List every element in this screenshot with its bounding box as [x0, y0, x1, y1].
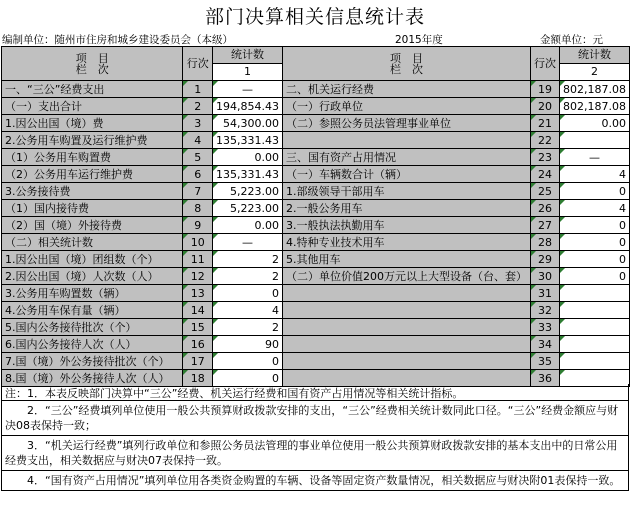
left-value: —: [213, 81, 283, 98]
right-label: [283, 285, 531, 302]
left-label: （一）支出合计: [2, 98, 183, 115]
table-row: [2, 285, 630, 302]
note-3: 3．“机关运行经费”填列行政单位和参照公务员法管理的事业单位使用一般公共预算财政拨款安排的基本支出中的日常公用经费支出，相关数据应与财决07表保持一致。: [1, 436, 629, 471]
left-value: 0.00: [213, 149, 283, 166]
right-value: 0: [560, 234, 630, 251]
table-row: [2, 200, 630, 217]
left-value: 0.00: [213, 217, 283, 234]
left-label: 7.国（境）外公务接待批次（个）: [2, 353, 183, 370]
right-label: （一）行政单位: [283, 98, 531, 115]
page-title: 部门决算相关信息统计表: [204, 6, 425, 28]
table-row: [2, 149, 630, 166]
left-value: 135,331.43: [213, 166, 283, 183]
right-value: 802,187.08: [560, 81, 630, 98]
left-label: （2）国（境）外接待费: [2, 217, 183, 234]
notes: [1, 384, 629, 491]
header-line: 行次: [183, 47, 213, 81]
right-line: 27: [531, 217, 560, 234]
left-value: 2: [213, 268, 283, 285]
left-label: （1）公务用车购置费: [2, 149, 183, 166]
header-count-right: 统计数 2: [560, 47, 630, 81]
left-label: 5.国内公务接待批次（个）: [2, 319, 183, 336]
right-line: 32: [531, 302, 560, 319]
note-4: 4．“国有资产占用情况”填列单位用各类资金购置的车辆、设备等固定资产数量情况，相关数据应与财决附01表保持一致。: [1, 471, 629, 491]
right-line: 22: [531, 132, 560, 149]
right-label: 4.特种专业技术用车: [283, 234, 531, 251]
left-line: 17: [183, 353, 213, 370]
left-line: 15: [183, 319, 213, 336]
right-value: [560, 319, 630, 336]
left-label: （1）国内接待费: [2, 200, 183, 217]
table-row: [2, 268, 630, 285]
right-value: 0: [560, 183, 630, 200]
left-line: 6: [183, 166, 213, 183]
left-line: 3: [183, 115, 213, 132]
header-item: 项 目 栏 次: [2, 47, 183, 81]
header-count: 统计数 1: [213, 47, 283, 81]
left-value: —: [213, 234, 283, 251]
right-value: [560, 132, 630, 149]
left-label: 3.公务接待费: [2, 183, 183, 200]
left-label: 1.因公出国（境）团组数（个）: [2, 251, 183, 268]
right-label: [283, 132, 531, 149]
right-label: 3.一般执法执勤用车: [283, 217, 531, 234]
left-line: 5: [183, 149, 213, 166]
right-line: 29: [531, 251, 560, 268]
header-row: [2, 47, 630, 81]
left-value: 5,223.00: [213, 183, 283, 200]
right-value: 4: [560, 166, 630, 183]
right-line: 25: [531, 183, 560, 200]
left-line: 7: [183, 183, 213, 200]
left-label: 8.国（境）外公务接待人次（人）: [2, 370, 183, 387]
left-line: 16: [183, 336, 213, 353]
right-label: 三、国有资产占用情况: [283, 149, 531, 166]
right-line: 20: [531, 98, 560, 115]
left-line: 13: [183, 285, 213, 302]
left-line: 8: [183, 200, 213, 217]
table-row: [2, 319, 630, 336]
right-value: 4: [560, 200, 630, 217]
right-line: 26: [531, 200, 560, 217]
right-line: 36: [531, 370, 560, 387]
table-row: [2, 217, 630, 234]
right-value: [560, 285, 630, 302]
right-label: 2.一般公务用车: [283, 200, 531, 217]
right-value: [560, 302, 630, 319]
right-label: [283, 336, 531, 353]
right-label: [283, 302, 531, 319]
unit-label: 编制单位：随州市住房和城乡建设委员会（本级）: [2, 34, 233, 46]
left-line: 18: [183, 370, 213, 387]
right-label: 二、机关运行经费: [283, 81, 531, 98]
right-label: （一）车辆数合计（辆）: [283, 166, 531, 183]
left-value: 194,854.43: [213, 98, 283, 115]
table-row: [2, 81, 630, 98]
table-row: [2, 115, 630, 132]
table-row: [2, 336, 630, 353]
left-value: 2: [213, 251, 283, 268]
left-value: 0: [213, 370, 283, 387]
right-label: （二）参照公务员法管理事业单位: [283, 115, 531, 132]
year-label: 2015年度: [395, 34, 443, 46]
right-line: 21: [531, 115, 560, 132]
table-row: [2, 353, 630, 370]
right-value: [560, 336, 630, 353]
left-value: 54,300.00: [213, 115, 283, 132]
left-value: 0: [213, 285, 283, 302]
table-row: [2, 132, 630, 149]
left-label: （2）公务用车运行维护费: [2, 166, 183, 183]
left-value: 90: [213, 336, 283, 353]
left-value: 5,223.00: [213, 200, 283, 217]
table-row: [2, 183, 630, 200]
table-row: [2, 98, 630, 115]
left-line: 10: [183, 234, 213, 251]
right-line: 31: [531, 285, 560, 302]
right-line: 19: [531, 81, 560, 98]
right-value: 0.00: [560, 115, 630, 132]
right-value: 0: [560, 217, 630, 234]
left-line: 14: [183, 302, 213, 319]
right-line: 24: [531, 166, 560, 183]
left-label: （二）相关统计数: [2, 234, 183, 251]
left-value: 4: [213, 302, 283, 319]
right-value: [560, 353, 630, 370]
right-label: [283, 353, 531, 370]
right-value: 802,187.08: [560, 98, 630, 115]
left-line: 4: [183, 132, 213, 149]
right-line: 28: [531, 234, 560, 251]
right-line: 34: [531, 336, 560, 353]
right-line: 30: [531, 268, 560, 285]
note-1: 注：1．本表反映部门决算中“三公”经费、机关运行经费和国有资产占用情况等相关统计指标。: [1, 384, 629, 401]
right-line: 35: [531, 353, 560, 370]
right-value: 0: [560, 268, 630, 285]
right-value: —: [560, 149, 630, 166]
stats-table: [1, 46, 630, 387]
left-label: 6.国内公务接待人次（人）: [2, 336, 183, 353]
left-line: 1: [183, 81, 213, 98]
left-label: 1.因公出国（境）费: [2, 115, 183, 132]
right-line: 23: [531, 149, 560, 166]
right-value: 0: [560, 251, 630, 268]
left-label: 4.公务用车保有量（辆）: [2, 302, 183, 319]
left-label: 2.因公出国（境）人次数（人）: [2, 268, 183, 285]
note-2: 2．“三公”经费填列单位使用一般公共预算财政拨款安排的支出，“三公”经费相关统计数同此口径。“三公”经费金额应与财决08表保持一致；: [1, 401, 629, 436]
table-row: [2, 234, 630, 251]
left-line: 2: [183, 98, 213, 115]
money-unit-label: 金额单位：元: [540, 34, 603, 46]
left-line: 11: [183, 251, 213, 268]
left-label: 一、“三公”经费支出: [2, 81, 183, 98]
right-line: 33: [531, 319, 560, 336]
left-value: 0: [213, 353, 283, 370]
right-label: [283, 319, 531, 336]
header-line-right: 行次: [531, 47, 560, 81]
table-row: [2, 166, 630, 183]
left-label: 2.公务用车购置及运行维护费: [2, 132, 183, 149]
table-row: [2, 302, 630, 319]
left-line: 9: [183, 217, 213, 234]
right-label: 5.其他用车: [283, 251, 531, 268]
table-row: [2, 251, 630, 268]
right-label: 1.部级领导干部用车: [283, 183, 531, 200]
left-line: 12: [183, 268, 213, 285]
left-value: 2: [213, 319, 283, 336]
header-item-right: 项 目 栏 次: [283, 47, 531, 81]
left-value: 135,331.43: [213, 132, 283, 149]
right-label: （二）单位价值200万元以上大型设备（台、套）: [283, 268, 531, 285]
left-label: 3.公务用车购置数（辆）: [2, 285, 183, 302]
